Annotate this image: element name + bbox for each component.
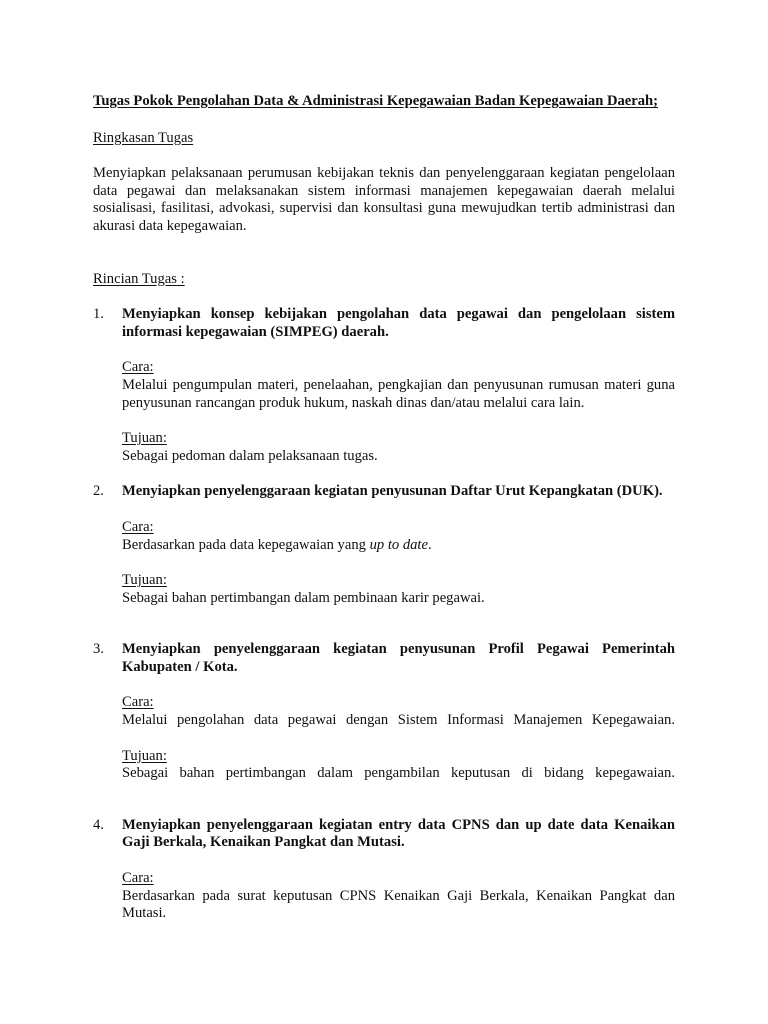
method-text: [122, 537, 675, 555]
task-title: Menyiapkan penyelenggaraan kegiatan entry data CPNS dan up date data Kenaikan Gaji Berkala, Kenaikan Pangkat dan Mutasi.: [122, 816, 675, 851]
method-text: Melalui pengumpulan materi, penelaahan, pengkajian dan penyusunan rumusan materi guna penyusunan rancangan produk hukum, naskah dinas dan/atau melalui cara lain.: [122, 376, 675, 411]
task-list: [93, 306, 675, 923]
method-label: Cara:: [122, 694, 154, 711]
task-item-1: [93, 306, 675, 465]
document-title: Tugas Pokok Pengolahan Data & Administrasi Kepegawaian Badan Kepegawaian Daerah;: [93, 93, 659, 109]
summary-heading: Ringkasan Tugas: [93, 129, 194, 146]
method-text-suffix: .: [427, 536, 432, 553]
method-text: Melalui pengolahan data pegawai dengan Sistem Informasi Manajemen Kepegawaian.: [122, 712, 675, 729]
task-title: Menyiapkan penyelenggaraan kegiatan penyusunan Profil Pegawai Pemerintah Kabupaten / Kota.: [122, 641, 675, 675]
task-item-3: [93, 641, 675, 783]
purpose-text: Sebagai bahan pertimbangan dalam pengambilan keputusan di bidang kepegawaian.: [122, 765, 675, 782]
task-item-4: [93, 817, 675, 923]
purpose-text: Sebagai pedoman dalam pelaksanaan tugas.: [122, 447, 378, 464]
document-page: [93, 93, 675, 923]
task-number: 2.: [93, 483, 104, 500]
purpose-label: Tujuan:: [122, 572, 167, 589]
method-text-prefix: Berdasarkan pada data kepegawaian yang: [122, 536, 370, 553]
purpose-label: Tujuan:: [122, 747, 167, 764]
method-label: Cara:: [122, 518, 154, 535]
method-text: Berdasarkan pada surat keputusan CPNS Kenaikan Gaji Berkala, Kenaikan Pangkat dan Mutasi.: [122, 887, 675, 922]
method-text-italic: up to date: [369, 536, 428, 553]
task-title: Menyiapkan penyelenggaraan kegiatan penyusunan Daftar Urut Kepangkatan (DUK).: [122, 483, 663, 500]
purpose-text: Sebagai bahan pertimbangan dalam pembinaan karir pegawai.: [122, 589, 485, 606]
task-item-2: [93, 483, 675, 607]
task-number: 1.: [93, 306, 104, 323]
task-title: Menyiapkan konsep kebijakan pengolahan data pegawai dan pengelolaan sistem informasi kepegawaian (SIMPEG) daerah.: [122, 306, 675, 340]
task-number: 3.: [93, 641, 104, 658]
method-label: Cara:: [122, 870, 154, 887]
method-label: Cara:: [122, 359, 154, 376]
task-number: 4.: [93, 816, 104, 833]
details-heading: Rincian Tugas :: [93, 270, 185, 287]
summary-text: Menyiapkan pelaksanaan perumusan kebijakan teknis dan penyelenggaraan kegiatan pengelolaan data pegawai dan melaksanakan sistem informasi manajemen kepegawaian daerah melalui sosialisasi, fasilitasi, advokasi, supervisi dan konsultasi guna mewujudkan tertib administrasi dan akurasi data kepegawaian.: [93, 165, 675, 234]
purpose-label: Tujuan:: [122, 430, 167, 447]
